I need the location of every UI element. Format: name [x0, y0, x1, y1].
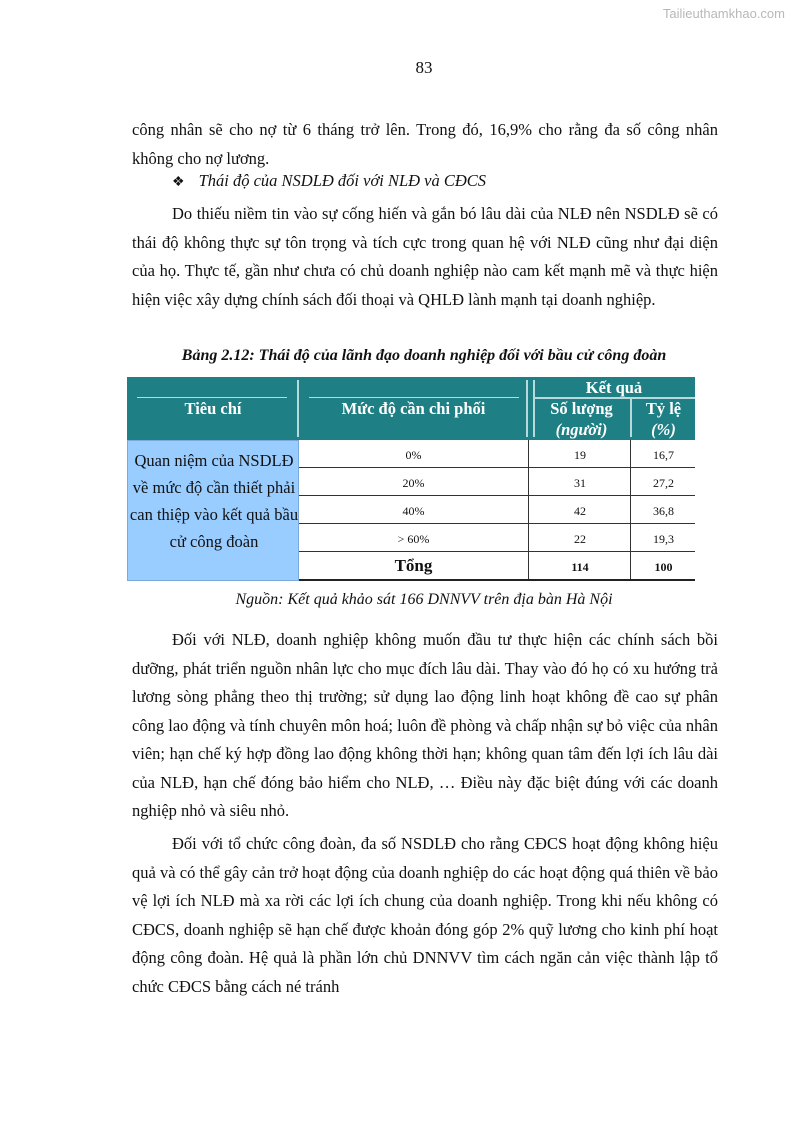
- header-count-unit: (người): [555, 420, 608, 439]
- table-total-row: [299, 552, 695, 581]
- table-row: [299, 468, 695, 496]
- cell-total-label: Tổng: [394, 556, 433, 575]
- paragraph-union-text: Đối với tổ chức công đoàn, đa số NSDLĐ cho rằng CĐCS hoạt động không hiệu quả và có thể gây cản trở hoạt động của doanh nghiệp do các hoạt động quá thiên về bảo vệ lợi ích NLĐ mà xa rời các lợi ích chung của doanh nghiệp. Trong khi nếu không có CĐCS, doanh nghiệp sẽ hạn chế được khoản đóng góp 2% quỹ lương cho kinh phí hoạt động công đoàn. Hệ quả là phần lớn chủ DNNVV tìm cách ngăn cản việc thành lập tổ chức CĐCS bằng cách né tránh: [132, 834, 718, 996]
- cell-count: 22: [528, 524, 631, 551]
- paragraph-nld-text: Đối với NLĐ, doanh nghiệp không muốn đầu tư thực hiện các chính sách bồi dưỡng, phát triển nguồn nhân lực cho mục đích lâu dài. Thay vào đó họ có xu hướng trả lương sòng phẳng theo thị trường; sử dụng lao động linh hoạt không đề cao sự phân công lao động và tính chuyên môn hoá; luôn đề phòng và chấp nhận sự bỏ việc của nhân viên; hạn chế ký hợp đồng lao động không thời hạn; không quan tâm đến lợi ích lâu dài của NLĐ, hạn chế đóng bảo hiểm cho NLĐ, … Điều này đặc biệt đúng với các doanh nghiệp nhỏ và siêu nhỏ.: [132, 630, 718, 820]
- table-header: [127, 377, 695, 440]
- paragraph-nld: [132, 626, 718, 826]
- cell-level: > 60%: [397, 532, 430, 546]
- paragraph-section: [132, 200, 718, 314]
- page-number: 83: [415, 58, 433, 77]
- header-criteria: Tiêu chí: [184, 399, 242, 418]
- header-rate: Tỷ lệ: [645, 399, 682, 418]
- section-heading-text: Thái độ của NSDLĐ đối với NLĐ và CĐCS: [198, 171, 487, 190]
- cell-level: 20%: [402, 476, 425, 490]
- diamond-bullet-icon: ❖: [172, 175, 185, 190]
- paragraph-top-text: công nhân sẽ cho nợ từ 6 tháng trở lên. Trong đó, 16,9% cho rằng đa số công nhân không cho nợ lương.: [132, 120, 718, 168]
- header-count: Số lượng: [550, 399, 613, 418]
- cell-rate: 27,2: [630, 468, 696, 495]
- data-table: [127, 377, 695, 581]
- cell-level: 0%: [405, 448, 422, 462]
- paragraph-section-text: Do thiếu niềm tin vào sự cống hiến và gắn bó lâu dài của NLĐ nên NSDLĐ sẽ có thái độ không thực sự tôn trọng và tích cực trong quan hệ với NLĐ cũng như đại diện của họ. Thực tế, gần như chưa có chủ doanh nghiệp nào cam kết mạnh mẽ và thực hiện hiện việc xây dựng chính sách đối thoại và QHLĐ lành mạnh tại doanh nghiệp.: [132, 204, 718, 309]
- table-row: [299, 496, 695, 524]
- cell-count: 42: [528, 496, 631, 523]
- header-result: Kết quả: [585, 378, 643, 397]
- cell-count: 19: [528, 440, 631, 467]
- table-caption: Bảng 2.12: Thái độ của lãnh đạo doanh nghiệp đối với bầu cử công đoàn: [181, 347, 667, 364]
- paragraph-top: [132, 116, 718, 173]
- criteria-cell: [127, 440, 299, 581]
- table-source: Nguồn: Kết quả khảo sát 166 DNNVV trên địa bàn Hà Nội: [235, 591, 613, 608]
- watermark: Tailieuthamkhao.com: [662, 6, 785, 21]
- table-row: [299, 524, 695, 552]
- cell-count: 31: [528, 468, 631, 495]
- paragraph-union: [132, 830, 718, 1001]
- header-rate-unit: (%): [651, 420, 676, 439]
- table-row: [299, 440, 695, 468]
- cell-rate: 36,8: [630, 496, 696, 523]
- header-level: Mức độ cần chi phối: [341, 399, 486, 418]
- criteria-text: Quan niệm của NSDLĐ về mức độ cần thiết phải can thiệp vào kết quả bầu cử công đoàn: [129, 451, 299, 551]
- cell-rate: 16,7: [630, 440, 696, 467]
- cell-level: 40%: [402, 504, 425, 518]
- cell-total-count: 114: [528, 552, 631, 579]
- cell-total-rate: 100: [630, 552, 696, 579]
- section-heading: [172, 171, 486, 191]
- cell-rate: 19,3: [630, 524, 696, 551]
